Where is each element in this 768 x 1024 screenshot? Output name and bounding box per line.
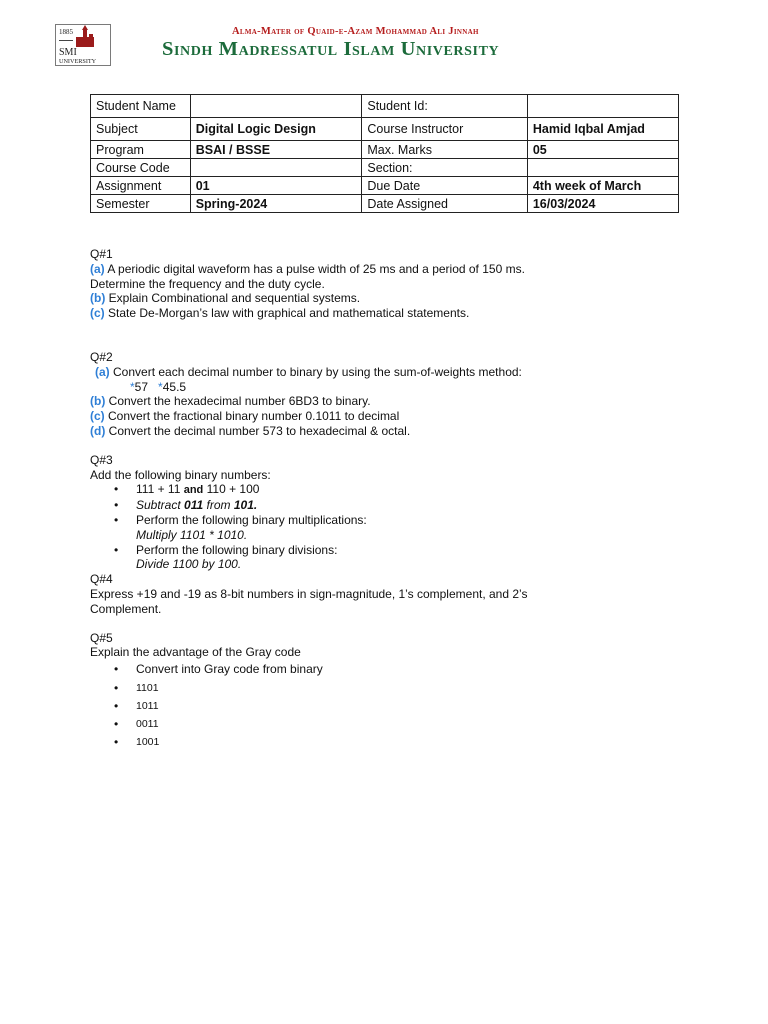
- item-text: and: [183, 484, 204, 497]
- question-3-intro: Add the following binary numbers:: [90, 467, 271, 482]
- university-logo: [55, 24, 111, 66]
- table-cell: Student Name: [91, 95, 191, 118]
- table-cell-value: 16/03/2024: [532, 196, 596, 211]
- part-label: (a): [95, 364, 110, 379]
- part-label: (c): [90, 409, 105, 424]
- part-label: (a): [90, 261, 105, 276]
- value: 57: [134, 379, 149, 394]
- list-item: • 0011: [90, 715, 710, 733]
- table-cell: [527, 118, 678, 141]
- university-tagline: Alma-Mater of Quaid-e-Azam Mohammad Ali Jinnah: [232, 26, 479, 37]
- part-text: Explain Combinational and sequential systems.: [105, 291, 361, 306]
- value: 45.5: [162, 379, 187, 394]
- question-2c: [90, 409, 710, 424]
- table-cell: Max. Marks: [362, 141, 528, 159]
- table-cell: Program: [91, 141, 191, 159]
- table-cell: [190, 118, 362, 141]
- part-label: (d): [90, 423, 106, 438]
- question-2b: [90, 394, 710, 409]
- question-1c: [90, 306, 710, 321]
- part-label: (b): [90, 291, 106, 306]
- table-cell: [527, 195, 678, 213]
- item-text: Perform the following binary multiplications:: [136, 512, 367, 527]
- table-cell: Subject: [91, 118, 191, 141]
- table-cell: Assignment: [91, 177, 191, 195]
- logo-text-smi: SMI: [59, 47, 77, 58]
- table-cell-value: Spring-2024: [195, 196, 268, 211]
- table-cell: Course Instructor: [362, 118, 528, 141]
- item-text: 111 + 11: [136, 482, 184, 497]
- question-2a-values: [90, 380, 710, 395]
- table-cell-value: 01: [195, 178, 210, 193]
- gray-code-values: [90, 679, 710, 751]
- table-row: [91, 177, 679, 195]
- item-text: Subtract: [136, 498, 185, 513]
- table-row: [91, 195, 679, 213]
- list-item: [90, 498, 710, 513]
- list-item: • 1101: [90, 679, 710, 697]
- list-item: • 1001: [90, 733, 710, 751]
- table-cell-value: Hamid Iqbal Amjad: [532, 122, 645, 136]
- table-cell: Section:: [362, 159, 528, 177]
- question-4-text: Express +19 and -19 as 8-bit numbers in sign-magnitude, 1’s complement, and 2’s: [90, 586, 528, 601]
- question-3-list-2: [90, 543, 710, 558]
- question-4-title: Q#4: [90, 572, 113, 587]
- item-text: from: [203, 498, 234, 513]
- table-row: [91, 159, 679, 177]
- list-item: • Convert into Gray code from binary: [90, 662, 710, 677]
- table-cell: Due Date: [362, 177, 528, 195]
- table-row: [91, 118, 679, 141]
- question-1a: [90, 262, 710, 277]
- table-cell: [190, 141, 362, 159]
- question-5-intro: Explain the advantage of the Gray code: [90, 645, 301, 660]
- item-text: Perform the following binary divisions:: [136, 542, 338, 557]
- question-2-title: Q#2: [90, 349, 113, 364]
- question-3-list: [90, 482, 710, 527]
- star-marker: *: [130, 379, 135, 394]
- part-text: A periodic digital waveform has a pulse width of 25 ms and a period of 150 ms.: [104, 261, 525, 276]
- university-name: Sindh Madressatul Islam University: [162, 38, 500, 60]
- table-cell: [527, 177, 678, 195]
- part-label: (c): [90, 306, 105, 321]
- part-text: State De-Morgan’s law with graphical and mathematical statements.: [104, 306, 470, 321]
- table-cell: Course Code: [91, 159, 191, 177]
- table-cell-value: 05: [532, 142, 547, 157]
- table-cell-value: BSAI / BSSE: [195, 142, 271, 157]
- table-cell-value: Digital Logic Design: [195, 122, 316, 136]
- table-cell: [190, 159, 362, 177]
- list-item: [90, 482, 710, 498]
- table-cell: [190, 195, 362, 213]
- table-cell: Date Assigned: [362, 195, 528, 213]
- list-item: • 1011: [90, 697, 710, 715]
- table-row: [91, 95, 679, 118]
- table-cell: Student Id:: [362, 95, 528, 118]
- table-cell: Semester: [91, 195, 191, 213]
- logo-text-university: UNIVERSITY: [59, 58, 97, 65]
- question-3-multiply: Multiply 1101 * 1010.: [136, 527, 248, 542]
- item-text: 011: [184, 498, 204, 513]
- question-3-divide: Divide 1100 by 100.: [136, 557, 242, 572]
- question-3-title: Q#3: [90, 452, 113, 467]
- question-1-title: Q#1: [90, 247, 113, 261]
- table-cell: [190, 95, 362, 118]
- table-cell: [527, 159, 678, 177]
- table-cell-value: 4th week of March: [532, 178, 642, 193]
- part-text: Convert the hexadecimal number 6BD3 to binary.: [105, 394, 371, 409]
- table-cell: [527, 141, 678, 159]
- question-1a-continued: Determine the frequency and the duty cycle.: [90, 276, 325, 291]
- question-4-text-continued: Complement.: [90, 601, 162, 616]
- question-5-list: [90, 662, 710, 677]
- list-item: [90, 513, 710, 528]
- list-item: [90, 543, 710, 558]
- part-text: Convert the decimal number 573 to hexadecimal & octal.: [105, 423, 411, 438]
- question-5-title: Q#5: [90, 630, 113, 645]
- part-text: Convert the fractional binary number 0.1011 to decimal: [104, 409, 400, 424]
- student-info-table: [90, 94, 679, 213]
- logo-year: 1885: [59, 28, 73, 36]
- question-1b: [90, 291, 710, 306]
- assignment-questions: [90, 247, 710, 751]
- item-text: 110 + 100: [203, 482, 260, 497]
- table-cell: [527, 95, 678, 118]
- part-label: (b): [90, 394, 106, 409]
- question-2d: [90, 424, 710, 439]
- question-2a: [90, 365, 710, 380]
- part-text: Convert each decimal number to binary by using the sum-of-weights method:: [109, 364, 522, 379]
- table-row: [91, 141, 679, 159]
- item-text: 101.: [233, 498, 258, 513]
- star-marker: *: [158, 379, 163, 394]
- table-cell: [190, 177, 362, 195]
